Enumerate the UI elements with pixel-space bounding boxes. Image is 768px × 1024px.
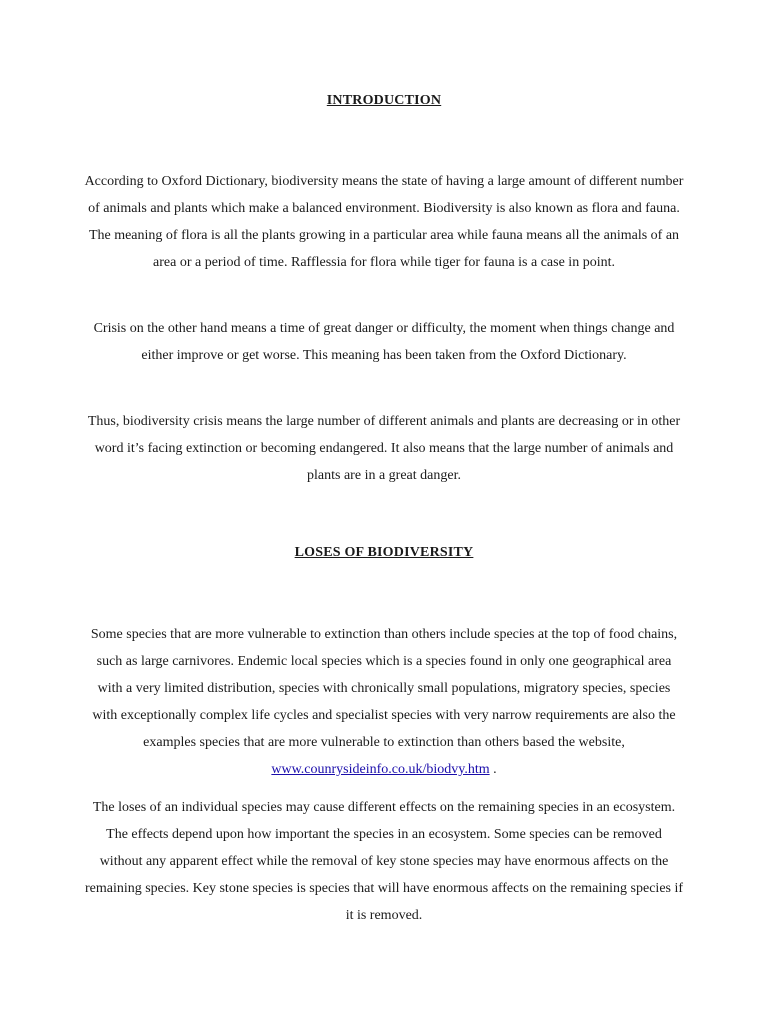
website-link[interactable]: www.counrysideinfo.co.uk/biodvy.htm — [271, 762, 490, 777]
intro-paragraph-biodiversity-crisis: Thus, biodiversity crisis means the large number of different animals and plants are decreasing or in other word it’s facing extinction or becoming endangered. It also means that the large number of animals and plants are in a great danger. — [87, 414, 681, 483]
loses-paragraph-tail: . — [489, 762, 497, 777]
intro-paragraph-crisis: Crisis on the other hand means a time of great danger or difficulty, the moment when things change and either improve or get worse. This meaning has been taken from the Oxford Dictionary. — [93, 321, 675, 363]
loses-paragraph-vulnerable-species-text: Some species that are more vulnerable to extinction than others include species at the top of food chains, such as large carnivores. Endemic local species which is a species found in only one geographical area with a very limited distribution, species with chronically small populations, migratory species, species with exceptionally complex life cycles and specialist species with very narrow requirements are also the examples species that are more vulnerable to extinction than others based the website, — [90, 627, 678, 750]
loses-of-biodiversity-heading: LOSES OF BIODIVERSITY — [294, 545, 474, 560]
intro-paragraph-definition: According to Oxford Dictionary, biodiversity means the state of having a large amount of different number of animals and plants which make a balanced environment. Biodiversity is also known as flora and fauna. The meaning of flora is all the plants growing in a particular area while fauna means all the animals of an area or a period of time. Rafflessia for flora while tiger for fauna is a case in point. — [84, 174, 684, 270]
loses-paragraph-vulnerable-species — [84, 621, 684, 783]
loses-paragraph-keystone-species: The loses of an individual species may cause different effects on the remaining species in an ecosystem. The effects depend upon how important the species in an ecosystem. Some species can be removed without any apparent effect while the removal of key stone species may have enormous affects on the remaining species. Key stone species is species that will have enormous affects on the remaining species if it is removed. — [84, 800, 684, 923]
introduction-heading: INTRODUCTION — [326, 93, 442, 108]
